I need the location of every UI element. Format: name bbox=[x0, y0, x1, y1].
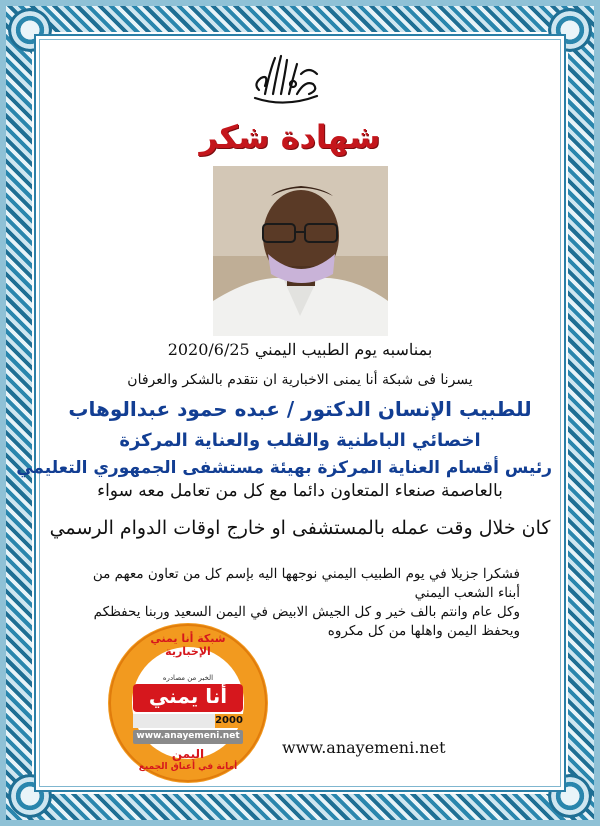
time-line: كان خلال وقت عمله بالمستشفى او خارج اوقات الدوام الرسمي bbox=[49, 517, 551, 539]
logo-top-text: شبكة أنا يمني الإخبارية bbox=[150, 632, 226, 658]
doctor-photo bbox=[213, 166, 388, 336]
occasion-line: بمناسبه يوم الطبيب اليمني 2020/6/25 bbox=[167, 340, 433, 359]
portrait-image bbox=[213, 166, 388, 336]
calligraphy-emblem bbox=[235, 50, 335, 110]
wishes-paragraph: وكل عام وانتم بالف خير و كل الجيش الابيض في اليمن السعيد وربنا يحفظكم ويحفظ اليمن واهلها من كل مكروه bbox=[93, 604, 520, 639]
cooperation-line: بالعاصمة صنعاء المتعاون دائما مع كل من تعامل معه سواء bbox=[97, 481, 503, 501]
position-line: رئيس أقسام العناية المركزة بهيئة مستشفى الجمهوري التعليمي bbox=[16, 458, 552, 478]
logo-bottom-text1: اليمن bbox=[171, 747, 205, 761]
logo-brand: أنا يمني bbox=[148, 684, 228, 708]
logo-tagline: الخبر من مصادره bbox=[162, 674, 214, 682]
logo-site: www.anayemeni.net bbox=[136, 731, 240, 741]
thanks-paragraph: فشكرا جزيلا في يوم الطبيب اليمني نوجهها اليه بإسم كل من تعاون معهم من أبناء الشعب اليمني bbox=[92, 566, 520, 601]
certificate-title: شهادة شكر bbox=[199, 118, 381, 156]
logo-bottom-text2: أمانة في أعناق الجميع bbox=[138, 762, 238, 772]
website-url: www.anayemeni.net bbox=[282, 738, 446, 757]
recipient-name: للطبيب الإنسان الدكتور / عبده حمود عبدالوهاب bbox=[68, 397, 532, 421]
intro-line: يسرنا فى شبكة أنا يمنى الاخبارية ان نتقدم بالشكر والعرفان bbox=[127, 372, 473, 388]
logo-year: 2000 bbox=[215, 715, 243, 726]
specialty-line: اخصائي الباطنية والقلب والعناية المركزة bbox=[119, 430, 481, 451]
anayemeni-logo bbox=[107, 622, 269, 784]
